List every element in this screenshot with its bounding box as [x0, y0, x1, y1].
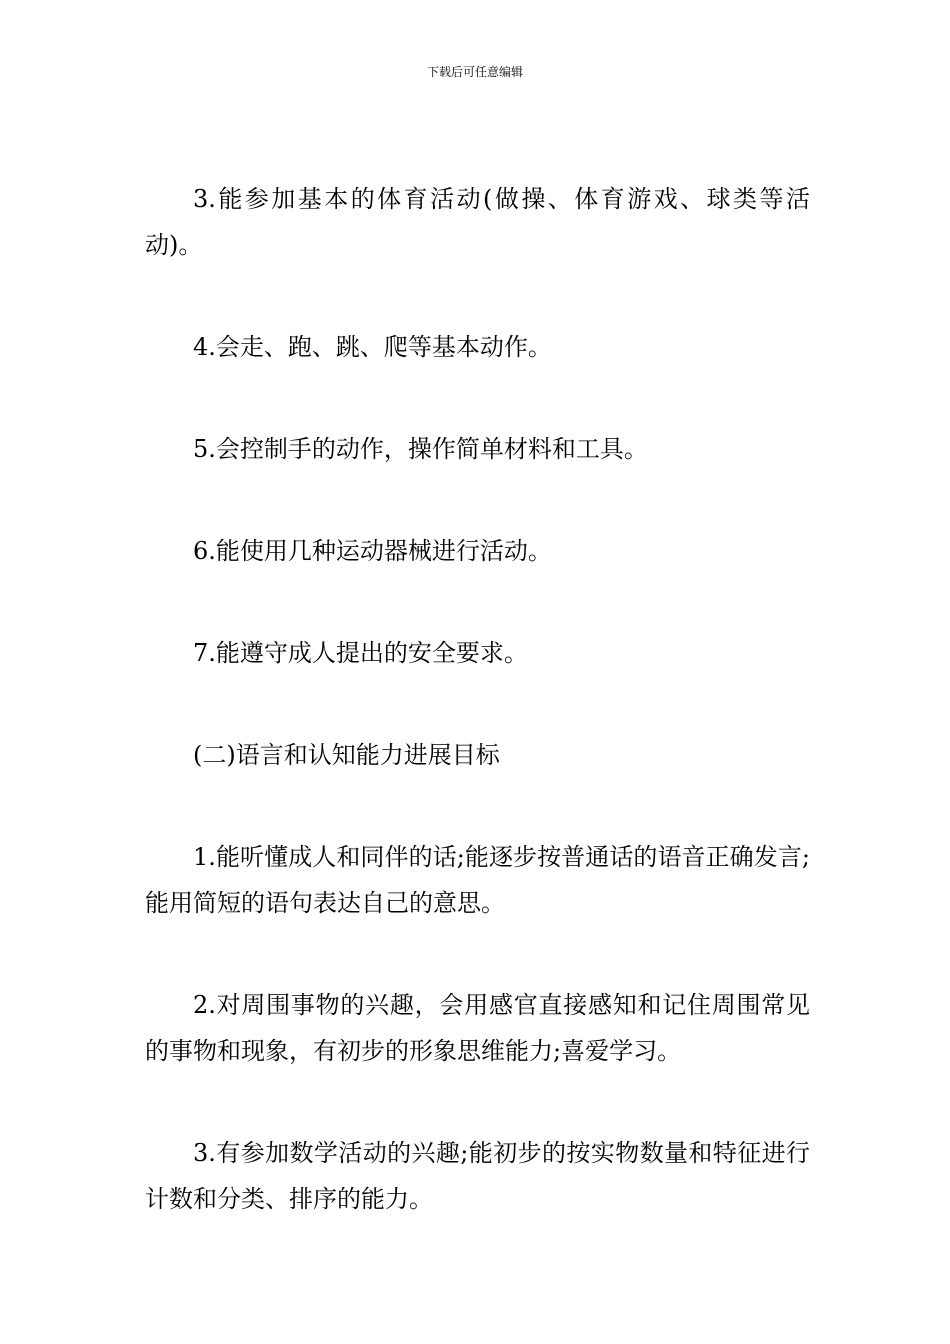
paragraph-hand-control: 5.会控制手的动作，操作简单材料和工具。 — [193, 435, 648, 463]
document-body — [145, 176, 810, 1278]
page-header: 下载后可任意编辑 — [426, 65, 523, 79]
paragraph-basic-movements: 4.会走、跑、跳、爬等基本动作。 — [193, 333, 552, 361]
paragraph-listening-speaking: 1.能听懂成人和同伴的话;能逐步按普通话的语音正确发言;能用简短的语句表达自己的意思。 — [145, 843, 810, 917]
paragraph-curiosity-learning: 2.对周围事物的兴趣，会用感官直接感知和记住周围常见的事物和现象，有初步的形象思维能力;喜爱学习。 — [145, 991, 810, 1065]
paragraph-math-activities: 3.有参加数学活动的兴趣;能初步的按实物数量和特征进行计数和分类、排序的能力。 — [145, 1139, 810, 1213]
paragraph-safety-requirements: 7.能遵守成人提出的安全要求。 — [193, 639, 528, 667]
section-heading-language-cognition: (二)语言和认知能力进展目标 — [193, 741, 500, 769]
paragraph-sports-equipment: 6.能使用几种运动器械进行活动。 — [193, 537, 552, 565]
paragraph-sports-activities: 3.能参加基本的体育活动(做操、体育游戏、球类等活动)。 — [145, 185, 810, 259]
